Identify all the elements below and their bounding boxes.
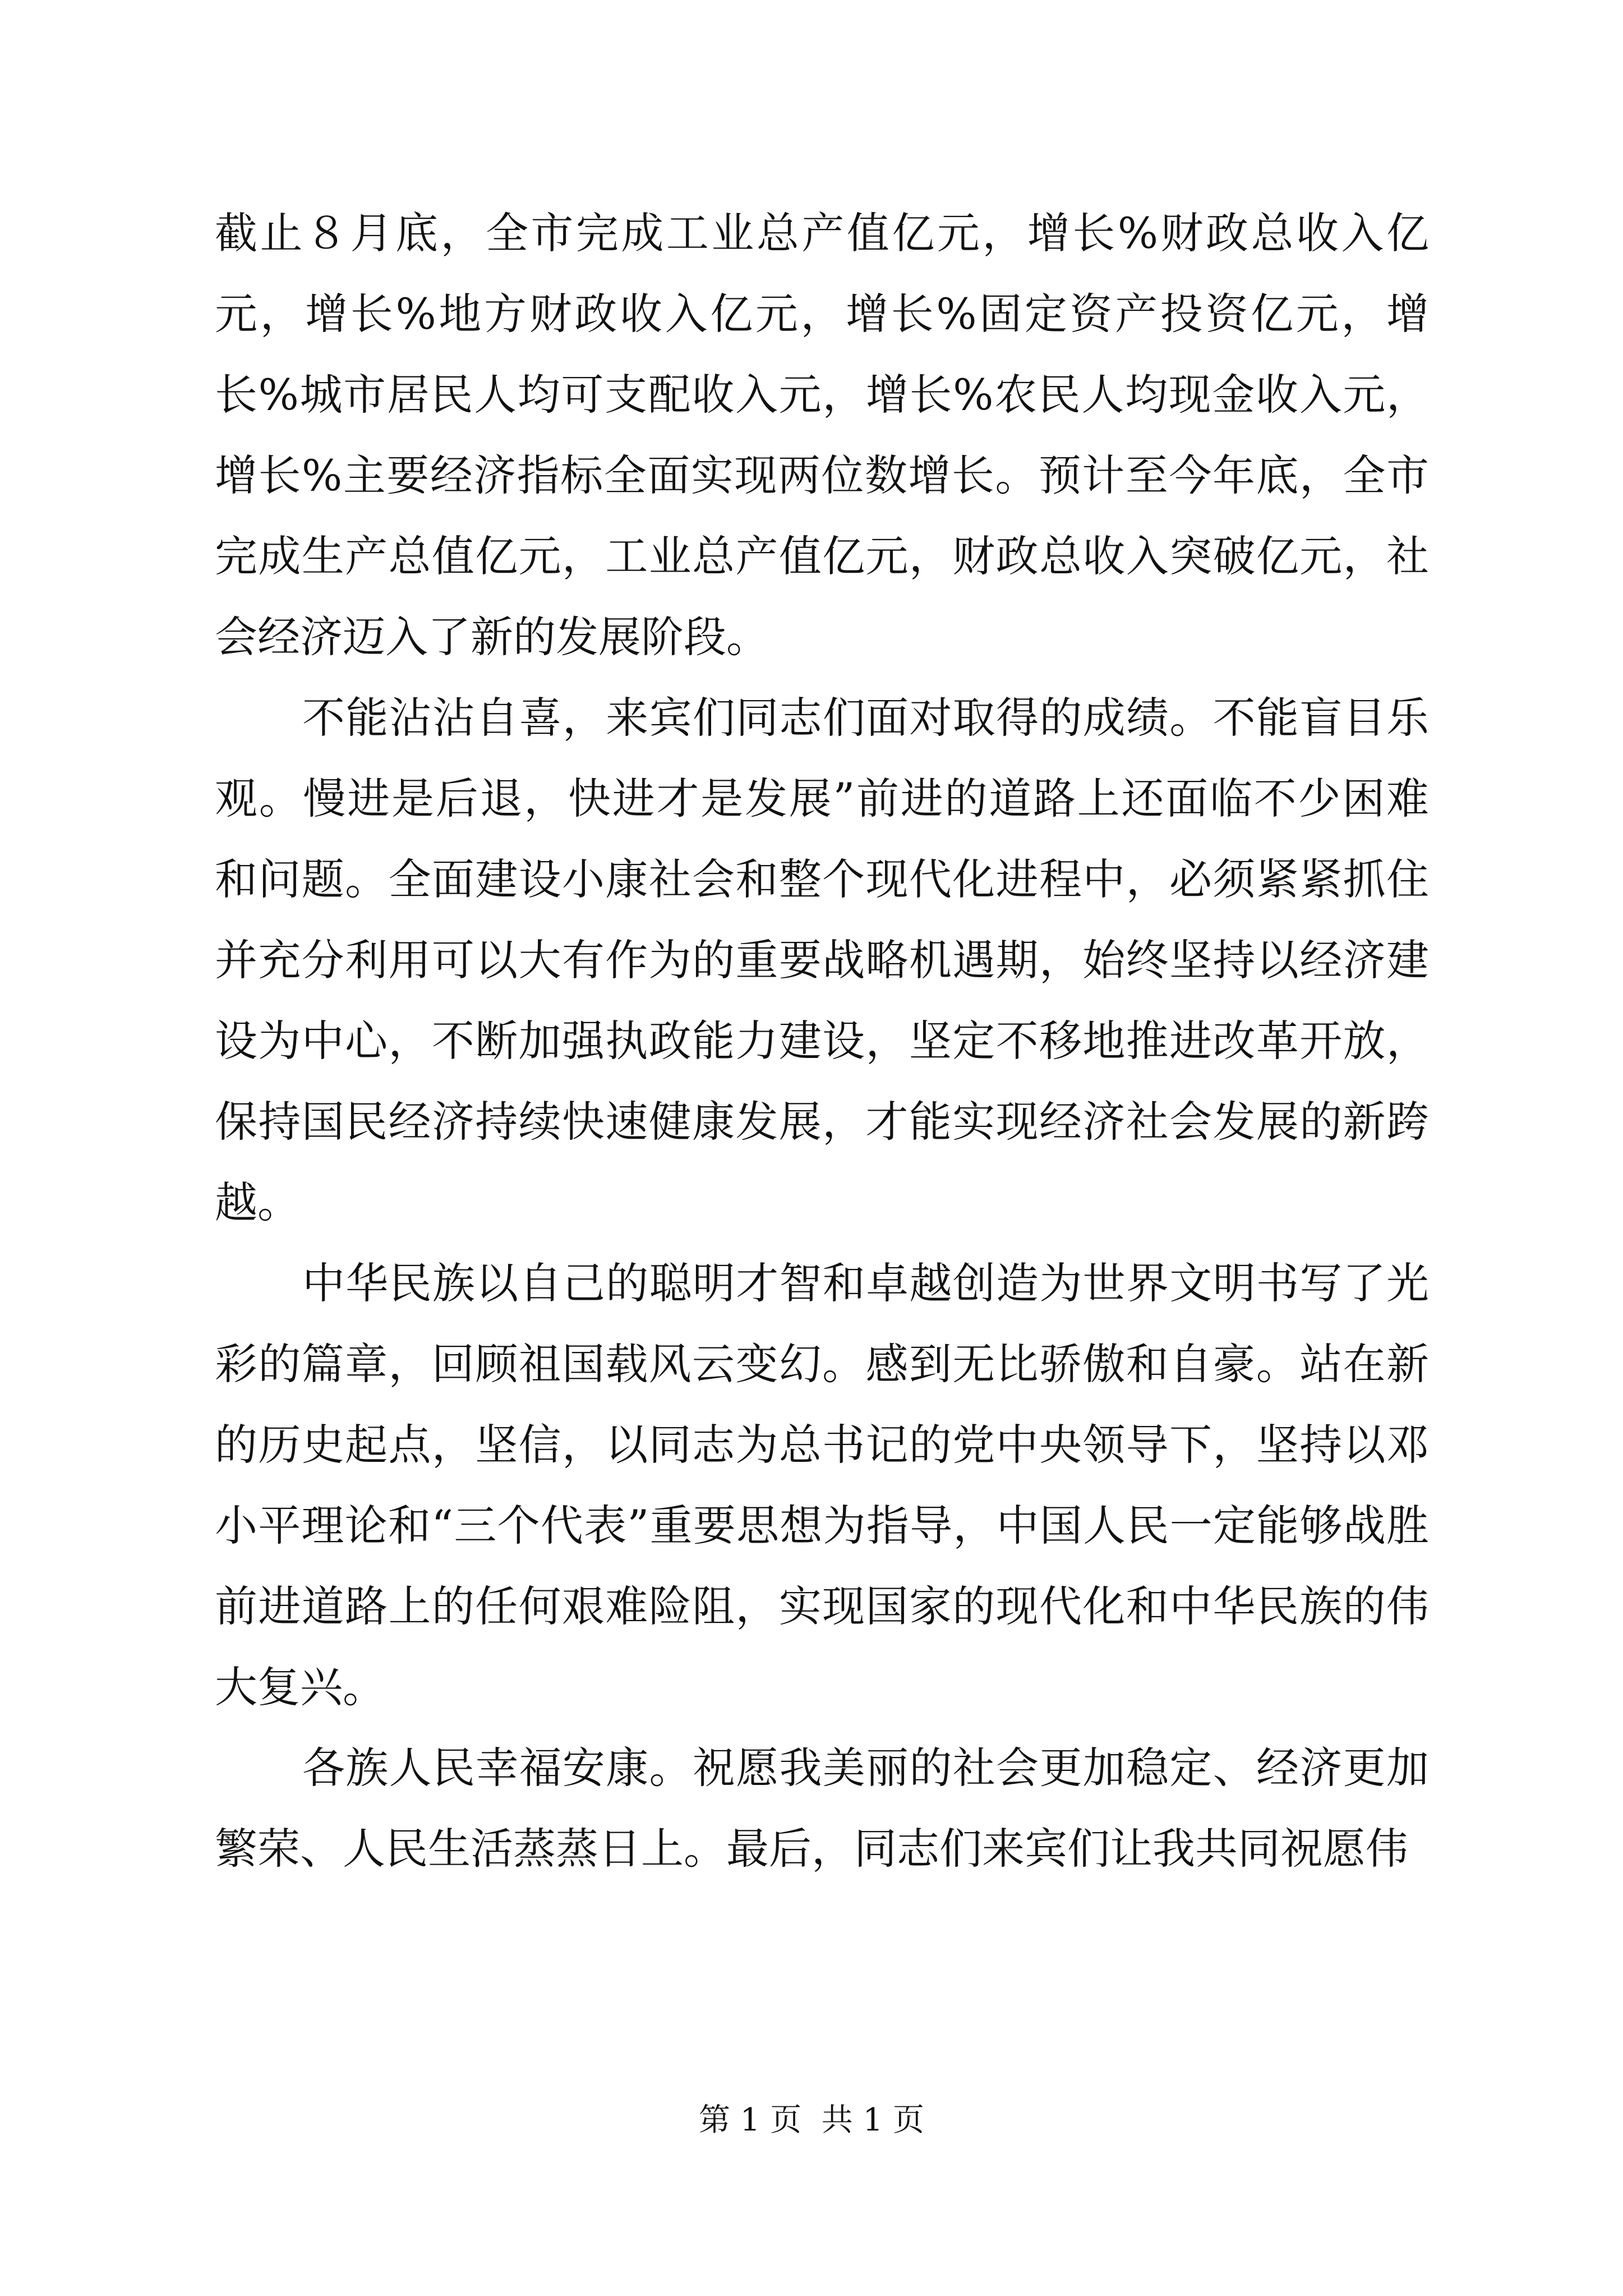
paragraph-economic-summary: 截止８月底，全市完成工业总产值亿元，增长%财政总收入亿元，增长%地方财政收入亿元，增长%固定资产投资亿元，增长%城市居民人均可支配收入元，增长%农民人均现金收入元，增长%主要经济指标全面实现两位数增长。预计至今年底，全市完成生产总值亿元，工业总产值亿元，财政总收入突破亿元，社会经济迈入了新的发展阶段。: [215, 208, 1429, 662]
paragraph-blessings: 各族人民幸福安康。祝愿我美丽的社会更加稳定、经济更加繁荣、人民生活蒸蒸日上。最后，同志们来宾们让我共同祝愿伟: [215, 1743, 1429, 1874]
paragraph-national-pride: 中华民族以自己的聪明才智和卓越创造为世界文明书写了光彩的篇章，回顾祖国载风云变幻。感到无比骄傲和自豪。站在新的历史起点，坚信，以同志为总书记的党中央领导下，坚持以邓小平理论和“三个代表”重要思想为指导，中国人民一定能够战胜前进道路上的任何艰难险阻，实现国家的现代化和中华民族的伟大复兴。: [215, 1258, 1429, 1712]
page-number-footer: 第 1 页 共 1 页: [698, 2102, 925, 2138]
paragraph-challenges: 不能沾沾自喜，来宾们同志们面对取得的成绩。不能盲目乐观。慢进是后退，快进才是发展”前进的道路上还面临不少困难和问题。全面建设小康社会和整个现代化进程中，必须紧紧抓住并充分利用可以大有作为的重要战略机遇期，始终坚持以经济建设为中心，不断加强执政能力建设，坚定不移地推进改革开放，保持国民经济持续快速健康发展，才能实现经济社会发展的新跨越。: [215, 693, 1429, 1227]
document-body: [215, 193, 1429, 1889]
